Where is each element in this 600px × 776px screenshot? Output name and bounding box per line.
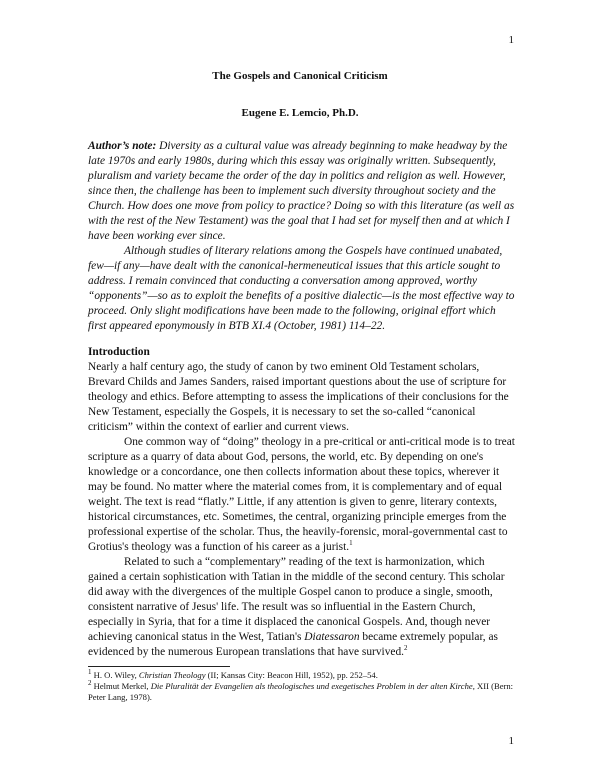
introduction-section	[88, 345, 516, 660]
introduction-paragraph-2	[88, 435, 516, 555]
footnote-2-title: Die Pluralität der Evangelien als theologisches und exegetisches Problem in der alten Kirche	[150, 681, 473, 691]
introduction-heading: Introduction	[88, 346, 150, 358]
author-name: Eugene E. Lemcio, Ph.D.	[241, 107, 359, 119]
document-title: The Gospels and Canonical Criticism	[212, 70, 388, 82]
footnote-ref-2[interactable]: 2	[404, 644, 408, 653]
footnote-2-number: 2	[88, 679, 92, 688]
page-number-top: 1	[508, 34, 514, 46]
introduction-paragraph-3	[88, 555, 516, 660]
introduction-paragraph-3-text-a: Related to such a “complementary” reading of the text is harmonization, which gained a certain sophistication with Tatian in the middle of the second century. This scholar did away with the divergences of the multiple Gospel canon to produce a single, smooth, consistent narrative of Jesus' life. The result was so influential in the Eastern Church, especially in Syria, that for a time it displaced the canonical Gospels. And, though never achieving canonical status in the West, Tatian's	[88, 556, 505, 643]
footnote-separator	[88, 666, 230, 667]
diatessaron-title: Diatessaron	[304, 631, 360, 643]
authors-note-paragraph-1	[88, 139, 516, 244]
footnote-2-post: , XII (Bern: Peter Lang, 1978).	[88, 681, 514, 702]
introduction-paragraph-2-text: One common way of “doing” theology in a pre-critical or anti-critical mode is to treat scripture as a quarry of data about God, persons, the world, etc. By depending on one's knowledge or a concordance, one then collects information about these topics, wherever it may be found. No matter where the material comes from, it is complementary and of equal weight. The text is read “flatly.” Little, if any attention is given to genre, literary contexts, historical circumstances, etc. Sometimes, the central, organizing principle emerges from the professional expertise of the scholar. Thus, the heavily-forensic, moral-governmental cast to Grotius's theology was a function of his career as a jurist.	[88, 436, 515, 553]
authors-note-paragraph-2: Although studies of literary relations among the Gospels have continued unabated, few—if any—have dealt with the canonical-hermeneutical issues that this article sought to address. I remain convinced that conducting a conversation among approved, worthy “opponents”—so as to exploit the benefits of a positive dialectic—is the most effective way to proceed. Only slight modifications have been made to the following, original effort which first appeared eponymously in BTB XI.4 (October, 1981) 114–22.	[88, 245, 515, 332]
introduction-paragraph-1: Nearly a half century ago, the study of canon by two eminent Old Testament scholars, Brevard Childs and James Sanders, raised important questions about the use of scripture for theology and ethics. Before attempting to assess the implications of their conclusions for the New Testament, especially the Gospels, it is necessary to set the so-called “canonical criticism” within the context of earlier and current views.	[88, 361, 509, 433]
footnote-1-post: (II; Kansas City: Beacon Hill, 1952), pp. 252–54.	[205, 670, 378, 680]
footnote-1-pre: H. O. Wiley,	[91, 670, 139, 680]
authors-note-text-1: Diversity as a cultural value was already beginning to make headway by the late 1970s and early 1980s, during which this essay was originally written. Subsequently, pluralism and variety became the order of the day in politics and religion as well. However, since then, the challenge has been to implement such diversity throughout society and the Church. How does one move from policy to practice? Doing so with this literature (as well as with the rest of the New Testament) was the goal that I had set for myself then and at which I have been working ever since.	[88, 140, 515, 242]
footnote-1-title: Christian Theology	[138, 670, 206, 680]
footnote-2-pre: Helmut Merkel,	[91, 681, 151, 691]
footnote-1-number: 1	[88, 668, 92, 677]
footnote-2	[88, 681, 516, 703]
footnote-ref-1[interactable]: 1	[349, 539, 353, 548]
footnotes	[88, 670, 516, 703]
authors-note	[88, 139, 516, 334]
introduction-paragraph-3-text-b: became extremely popular, as evidenced by the numerous European translations that have survived.	[88, 631, 498, 658]
page-number-bottom: 1	[508, 735, 514, 747]
footnote-1	[88, 670, 516, 681]
authors-note-label: Author’s note:	[88, 140, 157, 152]
